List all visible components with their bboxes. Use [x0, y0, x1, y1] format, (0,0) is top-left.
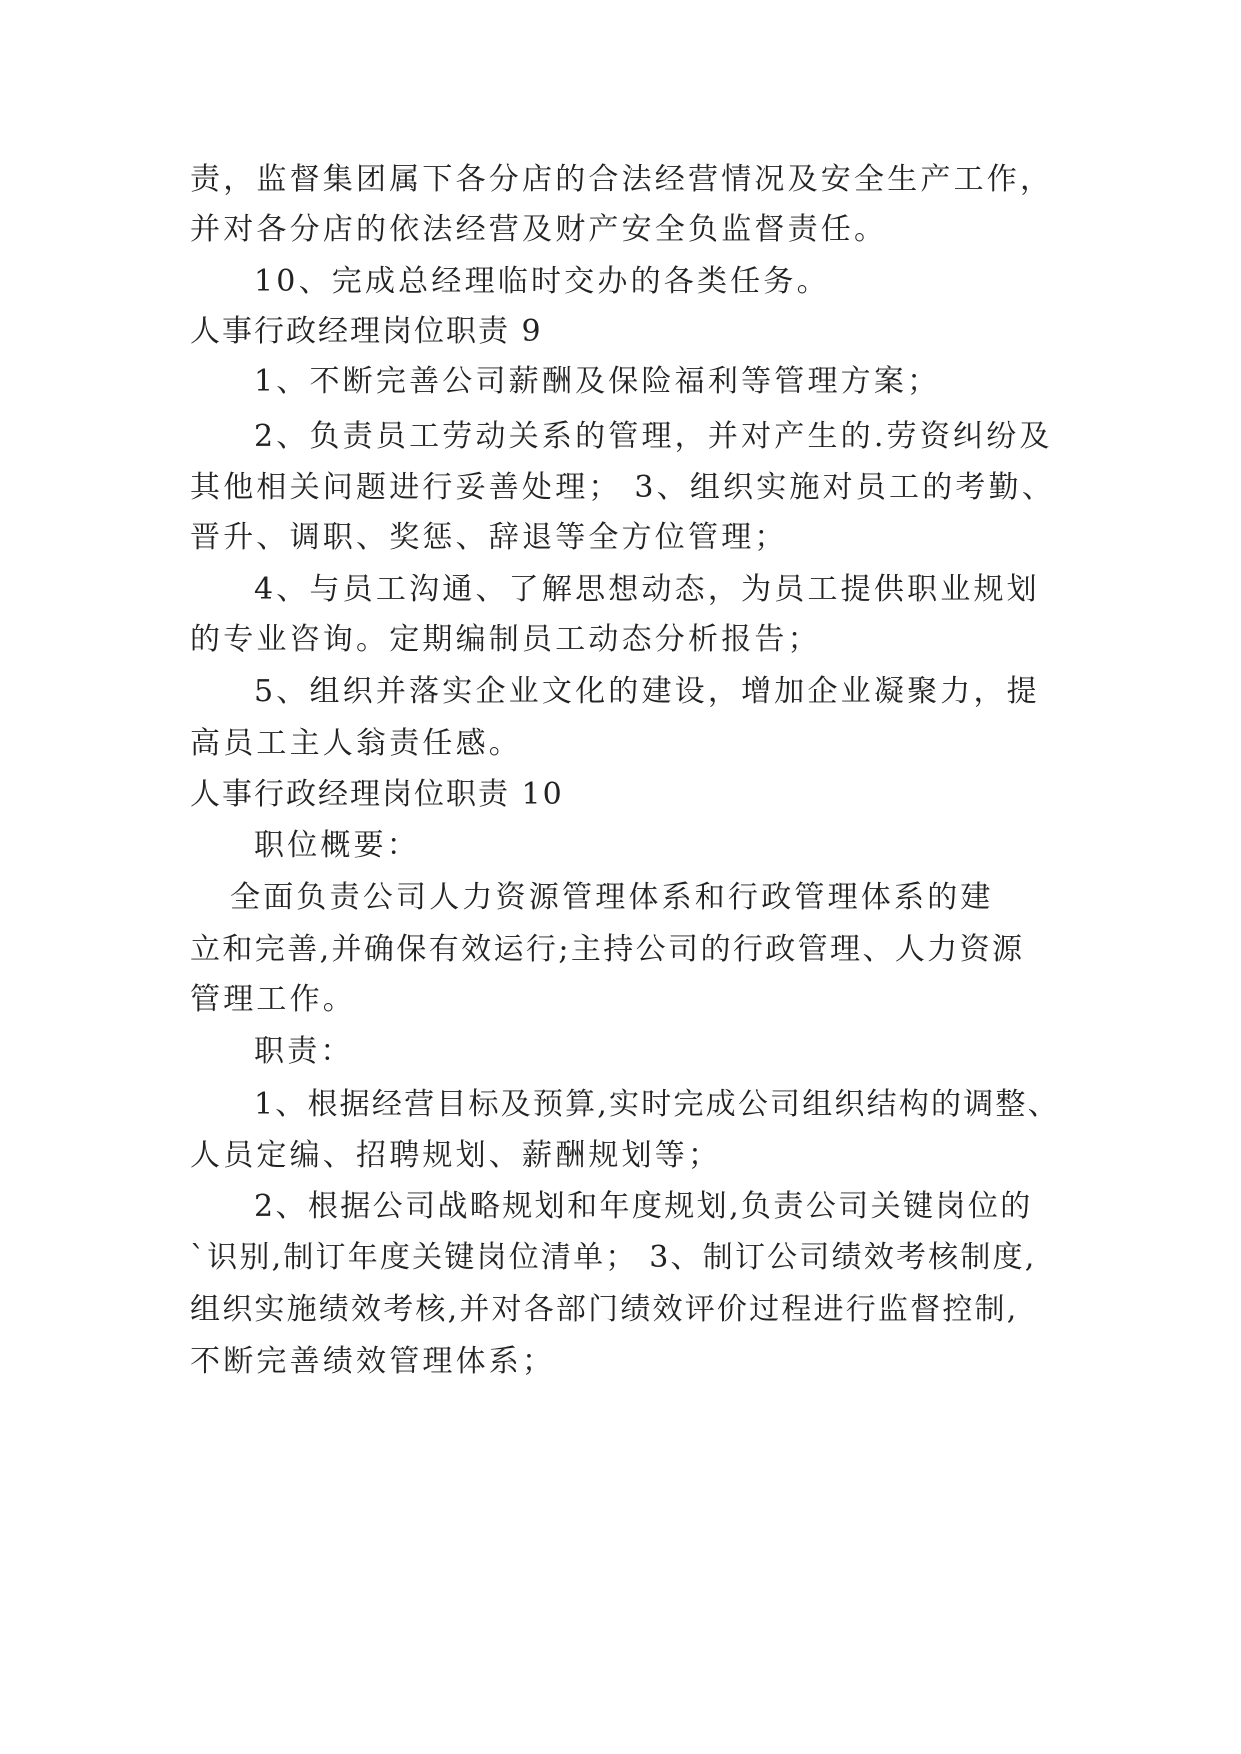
body-text-line: 全面负责公司人力资源管理体系和行政管理体系的建	[230, 880, 994, 915]
section-heading: 人事行政经理岗位职责 10	[190, 777, 564, 812]
section-heading: 人事行政经理岗位职责 9	[190, 314, 543, 349]
body-text-line: 2、负责员工劳动关系的管理，并对产生的.劳资纠纷及	[254, 419, 1053, 454]
body-text-line: 并对各分店的依法经营及财产安全负监督责任。	[190, 212, 888, 247]
body-text-line: 的专业咨询。定期编制员工动态分析报告；	[190, 622, 821, 657]
body-text-line: 4、与员工沟通、了解思想动态，为员工提供职业规划	[254, 572, 1040, 607]
subsection-label: 职责：	[254, 1034, 354, 1069]
body-text-line: 高员工主人翁责任感。	[190, 726, 522, 761]
body-text-line: 组织实施绩效考核,并对各部门绩效评价过程进行监督控制,	[190, 1292, 1019, 1327]
body-text-line: 责，监督集团属下各分店的合法经营情况及安全生产工作，	[190, 162, 1054, 197]
body-text-line: 2、根据公司战略规划和年度规划,负责公司关键岗位的	[254, 1189, 1033, 1224]
subsection-label: 职位概要：	[254, 828, 420, 863]
body-text-line: 立和完善,并确保有效运行;主持公司的行政管理、人力资源	[190, 932, 1025, 967]
body-text-line: 晋升、调职、奖惩、辞退等全方位管理；	[190, 520, 788, 555]
body-text-line: 1、根据经营目标及预算,实时完成公司组织结构的调整、	[254, 1087, 1060, 1122]
body-text-line: 其他相关问题进行妥善处理； 3、组织实施对员工的考勤、	[190, 470, 1056, 505]
body-text-line: `识别,制订年度关键岗位清单； 3、制订公司绩效考核制度,	[190, 1240, 1037, 1275]
body-text-line: 10、完成总经理临时交办的各类任务。	[254, 264, 830, 299]
body-text-line: 1、不断完善公司薪酬及保险福利等管理方案；	[254, 364, 941, 399]
body-text-line: 不断完善绩效管理体系；	[190, 1344, 556, 1379]
body-text-line: 人员定编、招聘规划、薪酬规划等；	[190, 1138, 722, 1173]
body-text-line: 管理工作。	[190, 982, 356, 1017]
body-text-line: 5、组织并落实企业文化的建设，增加企业凝聚力，提	[254, 674, 1040, 709]
